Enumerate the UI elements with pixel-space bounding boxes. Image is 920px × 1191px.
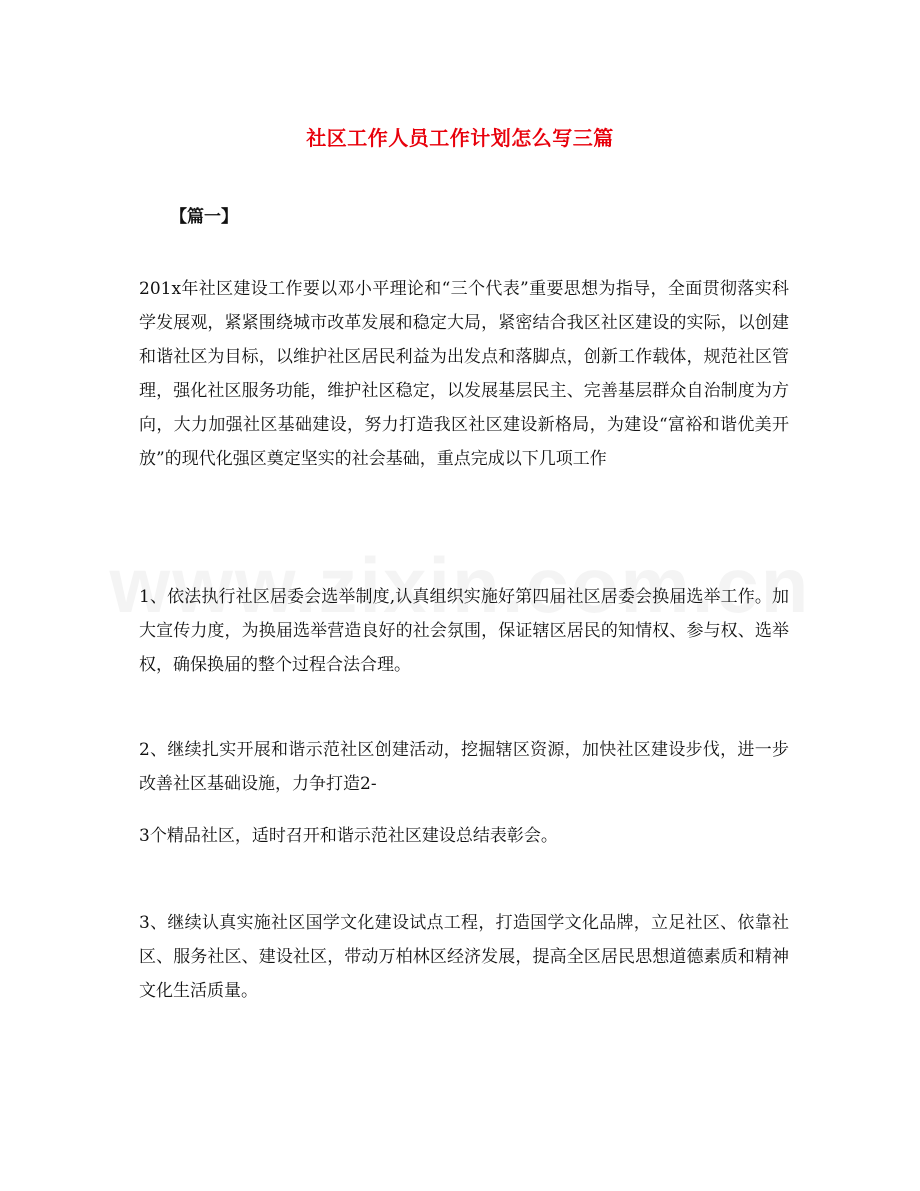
item-2-paragraph: 2、继续扎实开展和谐示范社区创建活动，挖掘辖区资源，加快社区建设步伐，进一步改善社区基础设施，力争打造2- <box>139 740 789 794</box>
item-1-paragraph: 1、依法执行社区居委会选举制度,认真组织实施好第四届社区居委会换届选举工作。加大宣传力度，为换届选举营造良好的社会氛围，保证辖区居民的知情权、参与权、选举权，确保换届的整个过程合法合理。 <box>139 587 789 675</box>
section-label: 【篇一】 <box>170 207 238 227</box>
item-2-continuation: 3个精品社区，适时召开和谐示范社区建设总结表彰会。 <box>139 826 558 846</box>
item-3-paragraph: 3、继续认真实施社区国学文化建设试点工程，打造国学文化品牌，立足社区、依靠社区、服务社区、建设社区，带动万柏林区经济发展，提高全区居民思想道德素质和精神文化生活质量。 <box>139 913 789 1001</box>
document-title: 社区工作人员工作计划怎么写三篇 <box>306 126 614 150</box>
intro-paragraph: 201x年社区建设工作要以邓小平理论和“三个代表”重要思想为指导，全面贯彻落实科学发展观，紧紧围绕城市改革发展和稳定大局，紧密结合我区社区建设的实际，以创建和谐社区为目标，以维护社区居民利益为出发点和落脚点，创新工作载体，规范社区管理，强化社区服务功能，维护社区稳定，以发展基层民主、完善基层群众自治制度为方向，大力加强社区基础建设，努力打造我区社区建设新格局，为建设“富裕和谐优美开放”的现代化强区奠定坚实的社会基础，重点完成以下几项工作 <box>139 279 789 469</box>
